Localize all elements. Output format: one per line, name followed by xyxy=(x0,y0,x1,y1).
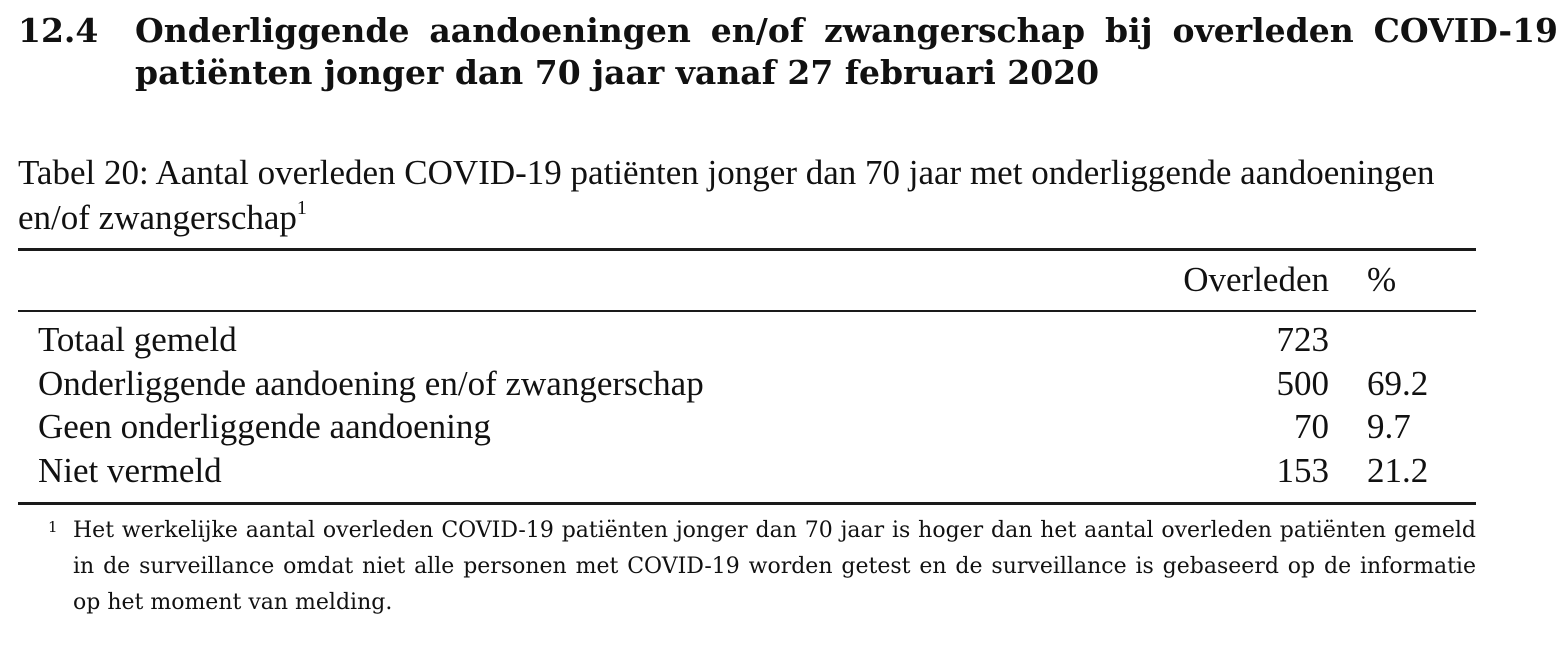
table-row xyxy=(18,362,1476,406)
table-row xyxy=(18,318,1476,362)
table-row xyxy=(18,405,1476,449)
caption-footnote-marker: 1 xyxy=(296,197,307,219)
header-overleden: Overleden xyxy=(1183,260,1329,299)
row-label: Niet vermeld xyxy=(38,451,222,490)
table-header-rule xyxy=(18,310,1476,312)
row-percent: 21.2 xyxy=(1367,451,1429,490)
row-percent: 9.7 xyxy=(1367,407,1411,446)
table-caption xyxy=(18,150,1438,240)
row-count: 723 xyxy=(1276,320,1329,359)
row-percent: 69.2 xyxy=(1367,364,1429,403)
footnote-marker: 1 xyxy=(48,518,58,536)
section-title: Onderliggende aandoeningen en/of zwangerschap bij overleden COVID-19 patiënten jonger dan 70 jaar vanaf 27 februari 2020 xyxy=(135,11,1558,92)
table-footnote xyxy=(44,513,1476,621)
row-label: Onderliggende aandoening en/of zwangerschap xyxy=(38,364,704,403)
section-number: 12.4 xyxy=(18,11,99,50)
footnote-text: Het werkelijke aantal overleden COVID-19 patiënten jonger dan 70 jaar is hoger dan het aantal overleden patiënten gemeld in de surveillance omdat niet alle personen met COVID-19 worden getest en de surveillance is gebaseerd op de informatie op het moment van melding. xyxy=(73,518,1476,615)
table-header-row xyxy=(18,258,1476,302)
table-row xyxy=(18,449,1476,493)
row-count: 153 xyxy=(1276,451,1329,490)
row-label: Totaal gemeld xyxy=(38,320,237,359)
row-count: 70 xyxy=(1294,407,1329,446)
table-caption-text: Tabel 20: Aantal overleden COVID-19 patiënten jonger dan 70 jaar met onderliggende aandoeningen en/of zwangerschap xyxy=(18,153,1435,237)
table-bottom-rule xyxy=(18,502,1476,505)
section-heading xyxy=(18,10,1558,94)
table-top-rule xyxy=(18,248,1476,251)
header-percent: % xyxy=(1367,260,1397,299)
row-label: Geen onderliggende aandoening xyxy=(38,407,491,446)
row-count: 500 xyxy=(1276,364,1329,403)
